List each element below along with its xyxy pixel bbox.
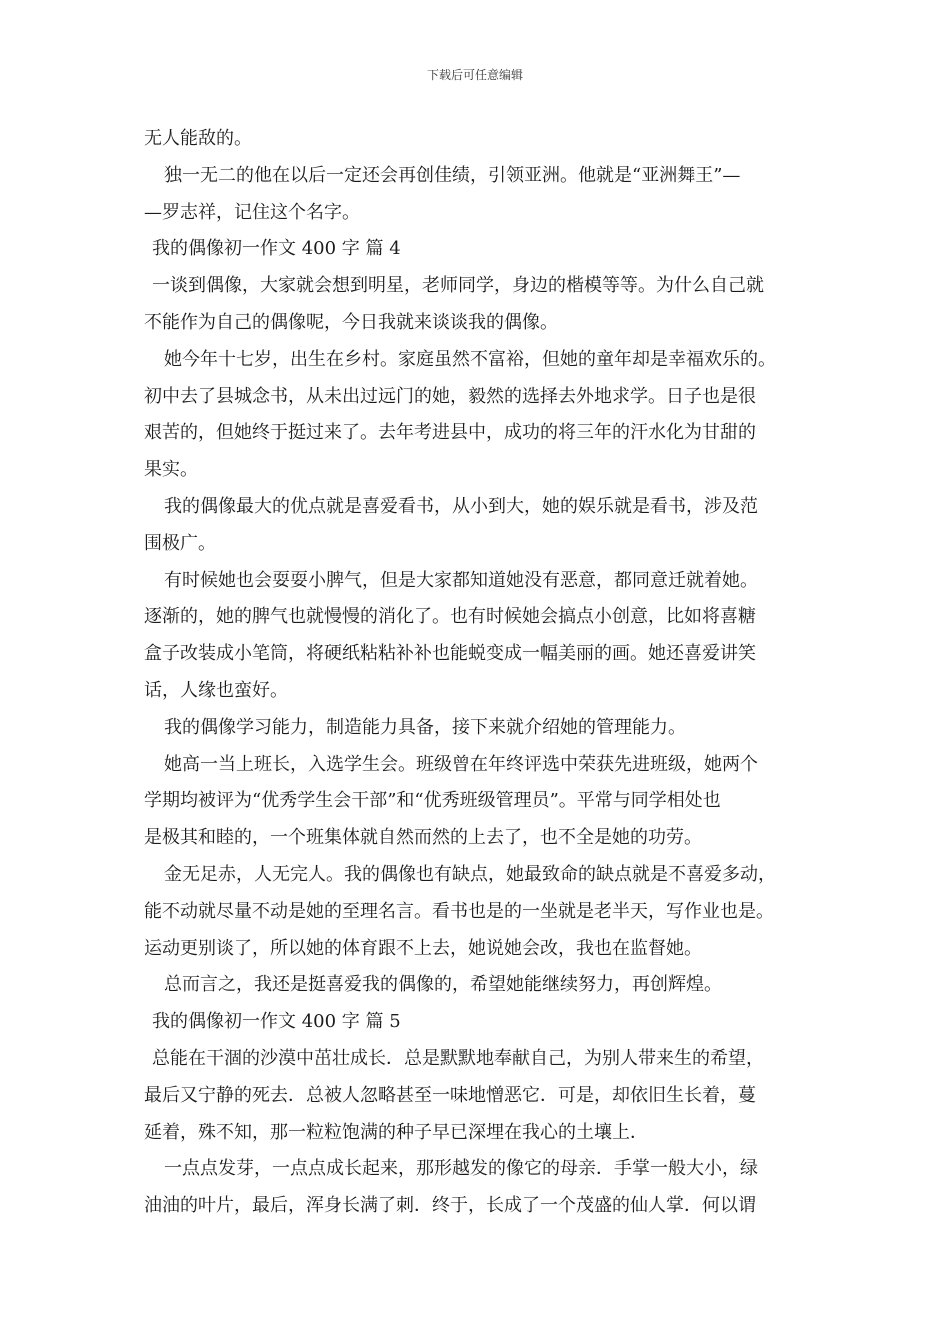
text-line: 能不动就尽量不动是她的至理名言。看书也是的一坐就是老半天，写作业也是。: [144, 900, 774, 922]
text-line: 她今年十七岁，出生在乡村。家庭虽然不富裕，但她的童年却是幸福欢乐的。: [164, 348, 776, 370]
text-line: 话，人缘也蛮好。: [144, 679, 288, 701]
text-line: 独一无二的他在以后一定还会再创佳绩，引领亚洲。他就是“亚洲舞王”—: [164, 164, 741, 186]
document-body: [144, 121, 820, 1225]
text-line: 盒子改装成小笔筒，将硬纸粘粘补补也能蜕变成一幅美丽的画。她还喜爱讲笑: [144, 643, 756, 665]
text-line: 金无足赤，人无完人。我的偶像也有缺点，她最致命的缺点就是不喜爱多动，: [164, 863, 776, 885]
text-line: 艰苦的，但她终于挺过来了。去年考进县中，成功的将三年的汗水化为甘甜的: [144, 422, 756, 444]
text-line: 不能作为自己的偶像呢，今日我就来谈谈我的偶像。: [144, 311, 558, 333]
text-line: 总而言之，我还是挺喜爱我的偶像的，希望她能继续努力，再创辉煌。: [164, 974, 722, 996]
text-line: 我的偶像最大的优点就是喜爱看书，从小到大，她的娱乐就是看书，涉及范: [164, 495, 758, 517]
text-line: 一谈到偶像，大家就会想到明星，老师同学，身边的楷模等等。为什么自己就: [152, 275, 764, 297]
page-header-note: 下载后可任意编辑: [426, 68, 523, 82]
section-heading: 我的偶像初一作文 400 字 篇 5: [152, 1011, 401, 1033]
text-line: 学期均被评为“优秀学生会干部”和“优秀班级管理员”。平常与同学相处也: [144, 790, 721, 812]
text-line: 初中去了县城念书，从未出过远门的她，毅然的选择去外地求学。日子也是很: [144, 385, 756, 407]
text-line: 总能在干涸的沙漠中茁壮成长．总是默默地奉献自己，为别人带来生的希望，: [152, 1047, 764, 1069]
text-line: 有时候她也会耍耍小脾气，但是大家都知道她没有恶意，都同意迁就着她。: [164, 569, 758, 591]
text-line: 围极广。: [144, 532, 216, 554]
text-line: 延着，殊不知，那一粒粒饱满的种子早已深埋在我心的土壤上．: [144, 1121, 648, 1143]
section-heading: 我的偶像初一作文 400 字 篇 4: [152, 238, 401, 260]
text-line: 最后又宁静的死去．总被人忽略甚至一味地憎恶它．可是，却依旧生长着，蔓: [144, 1084, 756, 1106]
text-line: 无人能敌的。: [144, 128, 252, 149]
text-line: 是极其和睦的，一个班集体就自然而然的上去了，也不全是她的功劳。: [144, 827, 702, 849]
text-line: —罗志祥，记住这个名字。: [144, 201, 360, 223]
text-line: 逐渐的，她的脾气也就慢慢的消化了。也有时候她会搞点小创意，比如将喜糖: [144, 606, 756, 628]
text-line: 一点点发芽，一点点成长起来，那形越发的像它的母亲．手掌一般大小，绿: [164, 1158, 758, 1180]
text-line: 运动更别谈了，所以她的体育跟不上去，她说她会改，我也在监督她。: [144, 937, 702, 959]
text-line: 我的偶像学习能力，制造能力具备，接下来就介绍她的管理能力。: [164, 716, 686, 738]
text-line: 果实。: [144, 459, 198, 481]
text-line: 油油的叶片，最后，浑身长满了刺．终于，长成了一个茂盛的仙人掌．何以谓: [144, 1195, 756, 1217]
text-line: 她高一当上班长，入选学生会。班级曾在年终评选中荣获先进班级，她两个: [164, 753, 758, 775]
